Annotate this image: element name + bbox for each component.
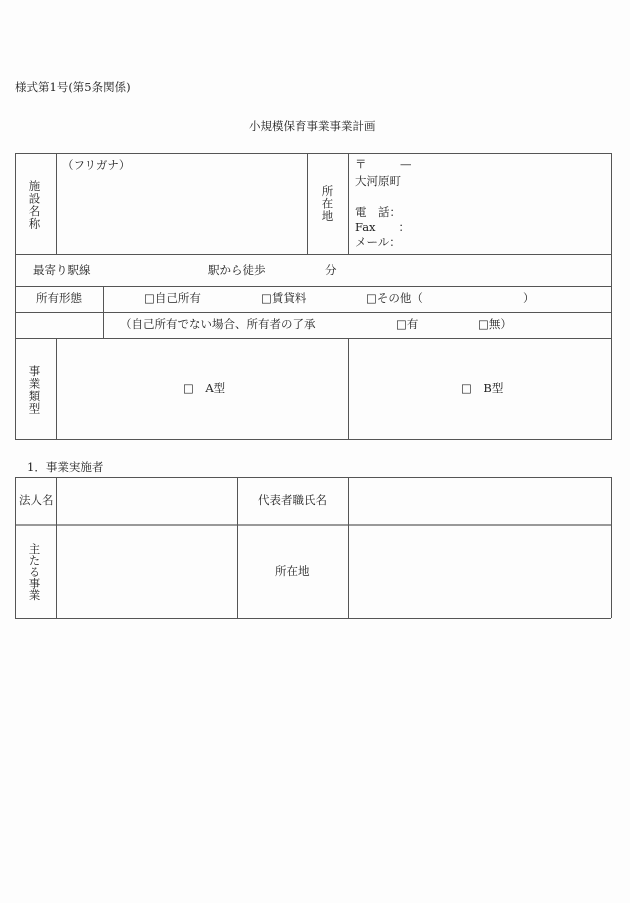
table-border (15, 153, 611, 154)
table-divider (307, 153, 308, 254)
table-border (15, 618, 611, 619)
ownership-other-close: ） (523, 291, 535, 305)
consent-yes[interactable]: □有 (396, 317, 419, 331)
furigana-label: （フリガナ） (62, 158, 131, 172)
minutes-label: 分 (325, 263, 337, 277)
table-divider (348, 153, 349, 254)
table-divider (348, 338, 349, 439)
table-divider (15, 254, 611, 255)
walk-label: 駅から徒歩 (208, 263, 266, 277)
fax-label: Fax ： (355, 220, 411, 234)
walk-minutes-field[interactable] (270, 258, 320, 282)
postal-mark: 〒 (355, 157, 367, 171)
main-business-label: 主たる事業 (27, 543, 42, 601)
ownership-option-other[interactable]: □その他（ (366, 291, 423, 305)
consent-text: （自己所有でない場合、所有者の了承 (120, 317, 316, 331)
main-business-field[interactable] (57, 526, 236, 617)
operator-location-label: 所在地 (275, 564, 310, 578)
representative-field[interactable] (349, 478, 610, 523)
table-border (15, 439, 611, 440)
page-title: 小規模保育事業事業計画 (249, 119, 376, 133)
section-title: 1．事業実施者 (27, 460, 104, 474)
form-number: 様式第1号(第5条関係) (15, 80, 131, 94)
table-divider (15, 286, 611, 287)
location-label: 所在地 (320, 185, 335, 223)
business-type-label: 事業類型 (27, 365, 42, 415)
facility-name-label: 施設名称 (27, 180, 42, 230)
table-divider (237, 477, 238, 618)
type-b-option[interactable]: □ B型 (461, 381, 504, 395)
table-border (15, 153, 16, 440)
postal-dash: — (400, 157, 412, 171)
table-border (611, 153, 612, 440)
corp-name-field[interactable] (57, 478, 236, 523)
type-a-option[interactable]: □ A型 (183, 381, 226, 395)
email-label: メール： (355, 235, 401, 249)
town-name: 大河原町 (355, 174, 401, 188)
table-divider (15, 312, 611, 313)
station-field[interactable] (100, 258, 200, 282)
operator-location-field[interactable] (349, 526, 610, 617)
facility-name-field[interactable] (57, 175, 306, 253)
corp-name-label: 法人名 (19, 493, 54, 507)
phone-label: 電 話： (355, 205, 401, 219)
table-divider (56, 338, 57, 439)
table-divider (15, 338, 611, 339)
consent-no[interactable]: □無） (478, 317, 512, 331)
ownership-label: 所有形態 (36, 291, 82, 305)
representative-label: 代表者職氏名 (258, 493, 327, 507)
table-border (611, 477, 612, 618)
station-label: 最寄り駅線 (33, 263, 91, 277)
table-border (15, 477, 16, 618)
table-divider (103, 286, 104, 338)
ownership-option-rent[interactable]: □賃貸料 (261, 291, 307, 305)
ownership-option-own[interactable]: □自己所有 (144, 291, 201, 305)
